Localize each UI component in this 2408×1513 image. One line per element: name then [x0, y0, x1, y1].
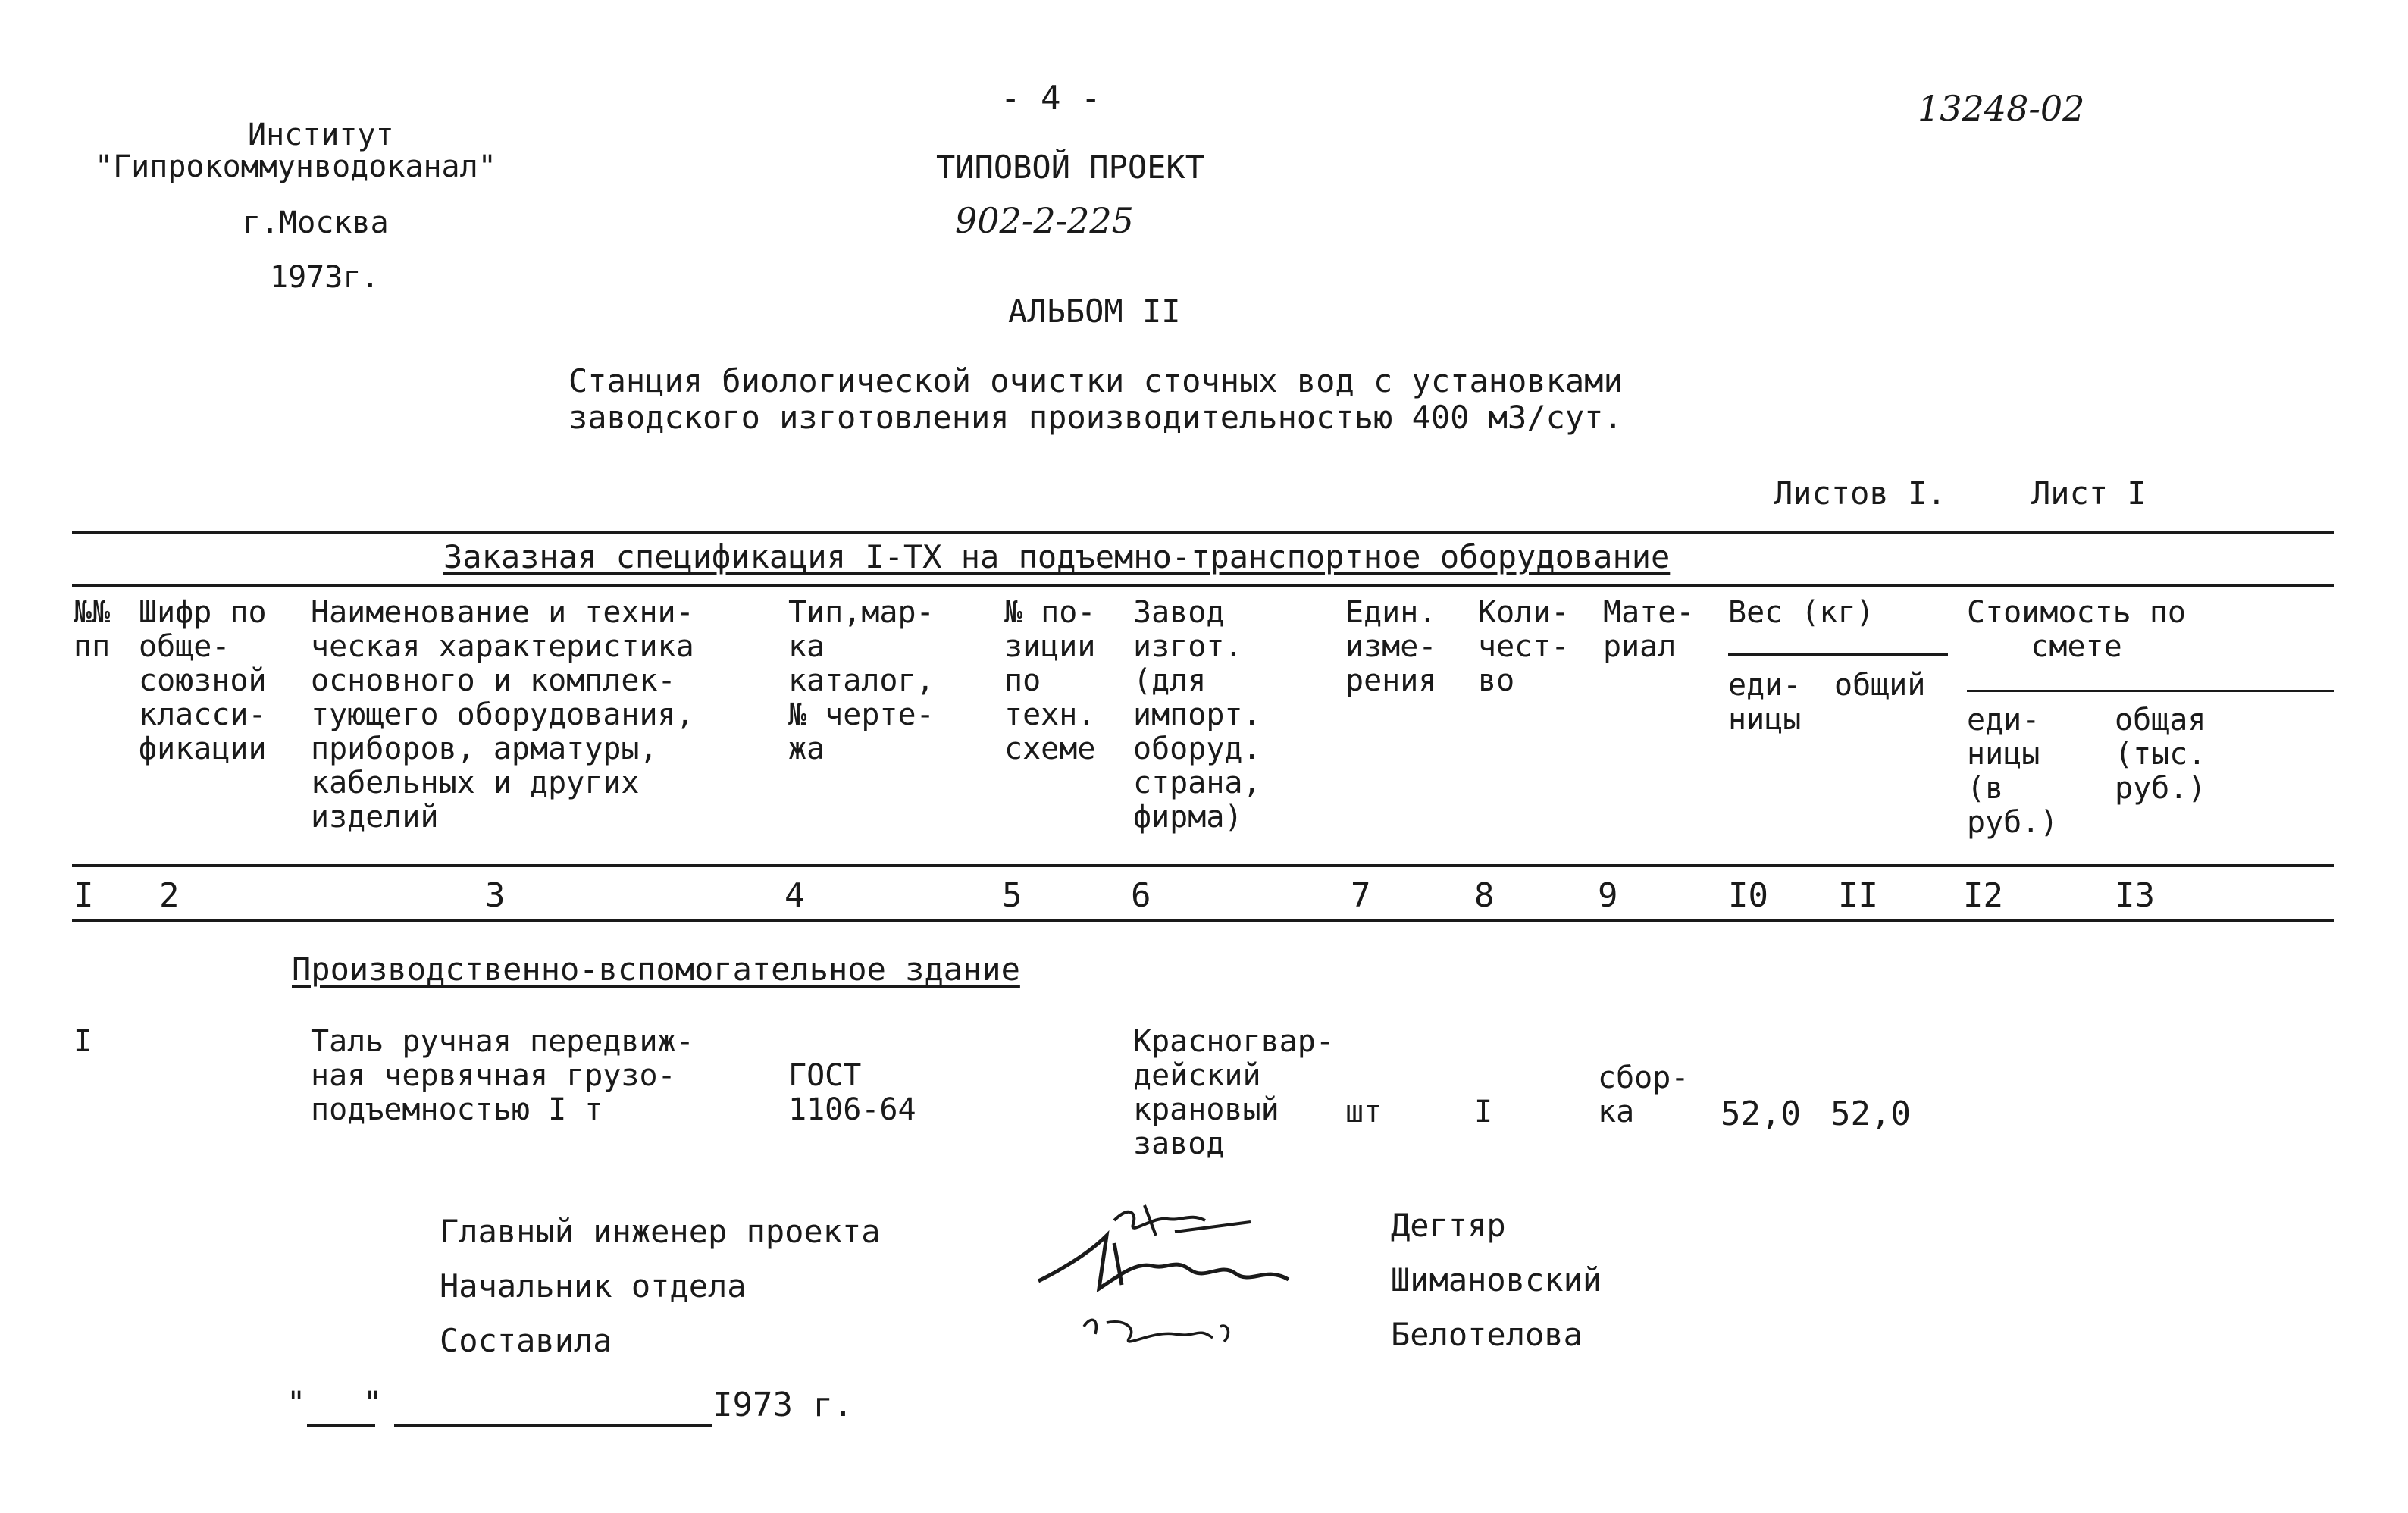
row-1-qty: I — [1474, 1095, 1493, 1129]
weight-unit-header: еди- ницы — [1728, 668, 1802, 737]
name-shimanovsky: Шимановский — [1391, 1261, 1602, 1298]
city-label: г.Москва — [243, 205, 389, 240]
project-code: 902-2-225 — [955, 200, 1134, 241]
row-1-number: I — [74, 1024, 92, 1059]
role-department-head: Начальник отдела — [440, 1267, 747, 1305]
page-number: - 4 - — [1000, 79, 1101, 117]
row-1-name: Таль ручная передвиж- ная червячная грузо- подъемностью I т — [311, 1024, 694, 1127]
col-number-10: I0 — [1728, 876, 1768, 915]
project-type: ТИПОВОЙ ПРОЕКТ — [936, 149, 1205, 186]
row-1-unit: шт — [1345, 1095, 1382, 1129]
role-chief-engineer: Главный инженер проекта — [440, 1213, 881, 1250]
weight-group-header: Вес (кг) — [1728, 595, 1874, 630]
numbers-bottom-rule — [72, 919, 2334, 922]
sheet-number: Лист I — [2031, 475, 2147, 512]
col-header-9: Мате- риал — [1603, 595, 1695, 664]
sheets-count: Листов I. — [1774, 475, 1946, 512]
col-header-4: Тип,мар- ка каталог, № черте- жа — [788, 595, 935, 766]
institute-label: Институт — [248, 117, 394, 152]
document-title-line1: Станция биологической очистки сточных вод с установками — [568, 362, 1623, 399]
name-degtyar: Дегтяр — [1391, 1207, 1506, 1244]
signature-belotelova — [1084, 1320, 1228, 1342]
row-1-weight-total: 52,0 — [1830, 1095, 1911, 1133]
col-number-4: 4 — [784, 876, 805, 915]
weight-group-rule — [1728, 653, 1948, 656]
document-title-line2: заводского изготовления производительностью 400 м3/сут. — [568, 399, 1623, 436]
col-number-2: 2 — [159, 876, 180, 915]
signature-shimanovsky — [1038, 1236, 1289, 1289]
col-header-8: Коли- чест- во — [1478, 595, 1570, 698]
col-number-3: 3 — [485, 876, 506, 915]
col-header-3: Наименование и техни- ческая характеристика основного и комплек- тующего оборудования, приборов, арматуры, кабельных и других изделий — [311, 595, 694, 835]
table-top-rule — [72, 531, 2334, 534]
col-number-7: 7 — [1351, 876, 1371, 915]
section-title: Производственно-вспомогательное здание — [292, 951, 1020, 988]
row-1-factory: Красногвар- дейский крановый завод — [1133, 1024, 1334, 1161]
archive-number: 13248-02 — [1918, 88, 2085, 129]
handwritten-signatures — [1023, 1190, 1342, 1372]
col-header-7: Един. изме- рения — [1345, 595, 1437, 698]
col-number-8: 8 — [1474, 876, 1495, 915]
col-number-11: II — [1838, 876, 1878, 915]
col-header-5: № по- зиции по техн. схеме — [1004, 595, 1096, 766]
cost-total-header: общая (тыс. руб.) — [2115, 703, 2206, 806]
album-label: АЛЬБОМ II — [1008, 293, 1181, 330]
institute-name: "Гипрокоммунводоканал" — [95, 149, 496, 184]
table-caption: Заказная спецификация I-ТХ на подъемно-транспортное оборудование — [443, 538, 1671, 575]
caption-bottom-rule — [72, 584, 2334, 587]
name-belotelova: Белотелова — [1391, 1316, 1583, 1353]
signature-degtyar — [1114, 1205, 1251, 1236]
weight-total-header: общий — [1834, 668, 1926, 703]
col-number-1: I — [74, 876, 94, 915]
row-1-material: сбор- ка — [1598, 1060, 1689, 1129]
col-number-6: 6 — [1131, 876, 1151, 915]
cost-unit-header: еди- ницы (в руб.) — [1967, 703, 2059, 840]
header-bottom-rule — [72, 864, 2334, 867]
col-header-6: Завод изгот. (для импорт. оборуд. страна, фирма) — [1133, 595, 1261, 835]
col-number-12: I2 — [1963, 876, 2003, 915]
cost-group-header: Стоимость по смете — [1967, 595, 2186, 664]
date-day-line — [307, 1424, 375, 1427]
row-1-type: ГОСТ 1106-64 — [788, 1058, 916, 1127]
date-quote: " " — [287, 1384, 383, 1421]
row-1-weight-unit: 52,0 — [1721, 1095, 1801, 1133]
col-number-13: I3 — [2115, 876, 2155, 915]
year-label: 1973г. — [270, 260, 380, 295]
col-number-9: 9 — [1598, 876, 1618, 915]
col-number-5: 5 — [1002, 876, 1022, 915]
col-header-1: №№ пп — [74, 595, 111, 664]
date-year: I973 г. — [712, 1386, 853, 1424]
col-header-2: Шифр по обще- союзной класси- фикации — [139, 595, 267, 766]
date-month-line — [394, 1424, 712, 1427]
cost-group-rule — [1967, 690, 2334, 692]
role-compiled-by: Составила — [440, 1322, 612, 1359]
